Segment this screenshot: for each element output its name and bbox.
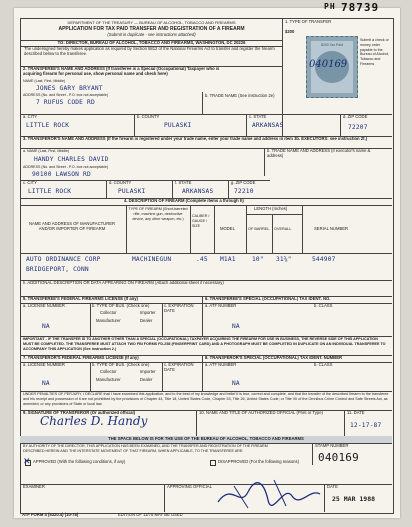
atf-use-header: THE SPACE BELOW IS FOR THE USE OF THE BUREAU OF ALCOHOL, TOBACCO AND FIREARMS xyxy=(108,436,304,441)
transferor-zip: 72210 xyxy=(234,188,254,195)
form-title: APPLICATION FOR TAX PAID TRANSFER AND REGISTRATION OF A FIREARM xyxy=(58,26,245,32)
type-bus-label: b. TYPE OF BUS. (Check one) xyxy=(92,303,150,308)
rule xyxy=(90,362,91,391)
name-title-label: 10. NAME AND TITLE OF AUTHORIZED OFFICIAL (Print or Type) xyxy=(199,410,323,415)
rule xyxy=(264,148,265,176)
type-bus-label-2: b. TYPE OF BUS. (Check one) xyxy=(92,362,150,367)
approving-official-signature xyxy=(214,478,324,512)
collector-checkbox-label: Collector xyxy=(100,310,117,315)
serial-label: SERIAL NUMBER xyxy=(314,226,349,231)
transferee-address-sublabel: ADDRESS (No. and Street - P.O. box not acceptable) xyxy=(23,93,109,97)
rule xyxy=(246,214,302,215)
important-notice: IMPORTANT - IF THE TRANSFER IS TO ANOTHER OTHER THAN A SPECIAL (OCCUPATIONAL) TAXPAYER ACQUIRING THE FIREARM FOR USE IN BUSINESS, THE REVERSE SIDE OF THIS APPLICATION MUST BE COMPLETED. THE TRANSFEREE MUST ATTACH TWO FBI FORMS FD-258 (FINGERPRINT CARD) AND A PHOTOGRAPH MUST BE COMPLETED IN DUPLICATE ON AN INDIVIDUAL TRANSFEREE TO ACCOMPANY THIS APPLICATION (See instruction 2.) xyxy=(23,337,386,351)
transferor-sot-label: 8. TRANSFEROR'S SPECIAL (OCCUPATIONAL) TAX IDENT. NUMBER xyxy=(205,355,343,360)
transferee-state: ARKANSAS xyxy=(252,122,284,129)
transferee-label: 2. TRANSFEREE'S NAME AND ADDRESS (If transferee is a Special (Occupational) Taxpayer who is acquiring firearm for personal use, show personal name and check here) xyxy=(23,66,220,76)
firearm-section-label: 4. DESCRIPTION OF FIREARM (Complete items a through h) xyxy=(124,198,244,203)
transferor-sot-value: NA xyxy=(232,380,240,387)
rule xyxy=(324,484,325,512)
stamp-text: $200 Tax Paid xyxy=(320,43,344,47)
rule xyxy=(272,214,273,253)
transferor-name: HANDY CHARLES DAVID xyxy=(34,156,109,163)
certification-date-label: 11. DATE xyxy=(347,410,365,415)
transferor-city-label: c. CITY xyxy=(23,180,37,185)
department-line: DEPARTMENT OF THE TREASURY — BUREAU OF ALCOHOL, TOBACCO AND FIREARMS xyxy=(67,20,236,25)
rule xyxy=(202,296,203,336)
manufacturer-checkbox-label-2: Manufacturer xyxy=(96,377,121,382)
license-number-label: a. LICENSE NUMBER xyxy=(23,303,65,308)
rule xyxy=(344,410,345,436)
intro-text: The undersigned hereby makes application as required by Section 5812 of the National Firearms Act to transfer and register the firearm described below to the transferee. xyxy=(24,46,275,56)
rule xyxy=(214,205,215,253)
transferee-trade-name-label: b. TRADE NAME (See instruction 2e) xyxy=(205,93,275,98)
stamp-number-label: STAMP NUMBER xyxy=(315,443,349,448)
rule xyxy=(190,205,191,253)
transferee-name: JONES GARY BRYANT xyxy=(36,85,103,92)
transferee-state-label: c. STATE xyxy=(249,114,267,119)
atf-number-label-2: a. ATF NUMBER xyxy=(205,362,237,367)
rule xyxy=(302,205,303,253)
transferee-sot-label: 6. TRANSFEREE'S SPECIAL (OCCUPATIONAL) TAX IDENT. NO. xyxy=(205,296,331,301)
transferor-ffl-value: NA xyxy=(42,380,50,387)
examiner-label: EXAMINER xyxy=(23,484,45,489)
stamp-instructions: Submit a check or money order payable to the Bureau of Alcohol, Tobacco and Firearms xyxy=(360,38,390,66)
transferee-city-label: a. CITY xyxy=(23,114,38,119)
rule xyxy=(20,205,392,206)
transferor-city: LITTLE ROCK xyxy=(28,188,72,195)
signature-label: 9. SIGNATURE OF TRANSFEROR (Or authorized official) xyxy=(23,410,136,415)
to-line: TO: DIRECTOR, BUREAU OF ALCOHOL, TOBACCO AND FIREARMS, WASHINGTON, DC 20226 xyxy=(57,40,246,45)
expiration-label-2: c. EXPIRATION DATE xyxy=(164,362,194,372)
firearm-maker: AUTO ORDINANCE CORP xyxy=(26,256,101,263)
perjury-certification: UNDER PENALTIES OF PERJURY, I DECLARE that I have examined this application, and to the best of my knowledge and belief it is true, correct and complete, and that the transfer of the described firearm to the transferee and his receipt and possession of it are not prohibited by the provisions of Chapter 44, Title 18, United States Code, Chapter 53, Title 26, United States Code; or Title VII of the Omnibus Crime Control and Safe Streets Act, as amended; or any provisions of State or local law. xyxy=(23,392,389,406)
class-label: b. CLASS xyxy=(314,303,333,308)
firearm-overall: 31⅝" xyxy=(276,256,292,263)
rule xyxy=(134,114,135,136)
additional-description-label: h. ADDITIONAL DESCRIPTION OR DATA APPEARING ON FIREARM (Attach additional sheet if necessary) xyxy=(23,280,224,285)
transferor-state-label: f. STATE xyxy=(175,180,192,185)
dealer-checkbox-label-2: Dealer xyxy=(140,377,153,382)
approved-label: APPROVED (With the following conditions, if any) xyxy=(33,459,126,464)
transferee-county: PULASKI xyxy=(164,122,192,129)
transferee-ffl-label: 5. TRANSFEREE'S FEDERAL FIREARMS LICENSE (If any) xyxy=(23,296,138,301)
transferor-county-label: d. COUNTY xyxy=(109,180,132,185)
rule xyxy=(228,180,229,198)
transferee-address: 7 RUFUS CODE RD xyxy=(36,99,95,106)
rule xyxy=(162,362,163,391)
expiration-label: c. EXPIRATION DATE xyxy=(164,303,194,313)
transferor-zip-label: g. ZIP CODE xyxy=(231,180,256,185)
atf-number-label: a. ATF NUMBER xyxy=(205,303,237,308)
disapproved-checkbox[interactable] xyxy=(210,460,216,466)
approving-official-label: APPROVING OFFICIAL xyxy=(167,484,212,489)
importer-checkbox-label-2: Importer xyxy=(140,369,156,374)
collector-checkbox-label-2: Collector xyxy=(100,369,117,374)
atf-approval-date: 25 MAR 1988 xyxy=(332,495,376,503)
transferee-county-label: b. COUNTY xyxy=(137,114,160,119)
rule xyxy=(90,303,91,336)
firearm-type: MACHINEGUN xyxy=(132,256,172,263)
rule xyxy=(246,205,247,253)
license-number-label-2: a. LICENSE NUMBER xyxy=(23,362,65,367)
overall-label: OVERALL xyxy=(274,227,292,231)
rule xyxy=(164,484,165,512)
form-subtitle: (Submit in duplicate - see instructions attached) xyxy=(107,32,196,37)
class-label-2: b. CLASS xyxy=(314,362,333,367)
transferor-label: 3. TRANSFEROR'S NAME AND ADDRESS (If the firearm is registered under your trade name, enter your trade name and address in item 3b. EXECUTORS: see instruction 2f.) xyxy=(23,136,368,141)
rule xyxy=(312,443,313,465)
caliber-label: CALIBER / GAUGE / SIZE xyxy=(192,214,210,228)
firearm-caliber: .45 xyxy=(196,256,208,263)
dealer-checkbox-label: Dealer xyxy=(140,318,153,323)
tax-stamp xyxy=(306,36,358,98)
rule xyxy=(162,303,163,336)
rule xyxy=(340,114,341,136)
transferor-county: PULASKI xyxy=(118,188,146,195)
firearm-barrel: 10" xyxy=(252,256,264,263)
transferor-state: ARKANSAS xyxy=(182,188,214,195)
transferee-zip: 72207 xyxy=(348,124,368,131)
maker-label: NAME AND ADDRESS OF MANUFACTURER AND/OR IMPORTER OF FIREARM xyxy=(28,221,116,231)
rule xyxy=(20,114,392,115)
fee-label: $200 xyxy=(285,29,295,34)
transferee-city: LITTLE ROCK xyxy=(26,122,70,129)
atf-authority-text: BY AUTHORITY OF THE DIRECTOR, THIS APPLICATION HAS BEEN EXAMINED, AND THE TRANSFER AND REGISTRATION OF THE FIREARM DESCRIBED HEREIN AND THE INTERSTATE MOVEMENT OF THAT FIREARM, WHEN APPLICABLE, TO THE TRANSFEREE ARE: xyxy=(23,444,268,453)
transferor-address-sublabel: ADDRESS (No. and Street - P.O. box not acceptable) xyxy=(23,165,109,169)
certification-date: 12-17-87 xyxy=(350,422,382,429)
rule xyxy=(172,180,173,198)
firearm-model: M1A1 xyxy=(220,256,236,263)
approved-checkbox[interactable]: ✕ xyxy=(23,457,31,467)
transferor-signature: Charles D. Handy xyxy=(40,414,148,428)
disapproved-label: DISAPPROVED (For the following reasons) xyxy=(218,459,299,464)
rule xyxy=(106,180,107,198)
transferor-address: 90100 LAWSON RD xyxy=(32,171,91,178)
model-label: MODEL xyxy=(220,226,235,231)
rule xyxy=(246,114,247,136)
transferee-zip-label: d. ZIP CODE xyxy=(343,114,368,119)
serial-prefix: PH xyxy=(324,2,336,11)
length-label: LENGTH (Inches) xyxy=(254,206,288,211)
edition-note: EDITION OF 11/75 MAY BE USED xyxy=(118,512,183,517)
transferor-ffl-label: 7. TRANSFEROR'S FEDERAL FIREARMS LICENSE (If any) xyxy=(23,355,139,360)
barrel-label: OF BARREL xyxy=(248,227,270,231)
firearm-serial: 544907 xyxy=(312,256,336,263)
stamp-number: 040169 xyxy=(318,451,359,464)
form-page xyxy=(14,1,400,518)
transferee-ffl-value: NA xyxy=(42,323,50,330)
form-id: ATF FORM 4 (5320.4) (10-78) xyxy=(22,512,79,517)
serial-number: 78739 xyxy=(341,1,380,14)
firearm-maker-city: BRIDGEPORT, CONN xyxy=(26,266,89,273)
importer-checkbox-label: Importer xyxy=(140,310,156,315)
atf-date-label: DATE xyxy=(327,484,338,489)
transferee-sot-value: NA xyxy=(232,323,240,330)
rule xyxy=(126,205,127,253)
stamp-cancel-mark: 040169 xyxy=(309,59,348,70)
transferee-name-sublabel: NAME (Last, First, Middle) xyxy=(23,79,66,83)
rule xyxy=(202,355,203,391)
type-label: TYPE OF FIREARM (Short-barreled rifle, machine gun, destructive device, any other weapon, etc.) xyxy=(128,207,188,221)
type-of-transfer-label: 1. TYPE OF TRANSFER xyxy=(285,19,332,24)
transferor-name-sublabel: a. NAME (Last, First, Middle) xyxy=(23,149,70,153)
manufacturer-checkbox-label: Manufacturer xyxy=(96,318,121,323)
rule xyxy=(196,410,197,436)
rule xyxy=(282,18,283,136)
rule xyxy=(202,92,203,114)
transferor-trade-name-label: b. TRADE NAME AND ADDRESS (if executor's name & address) xyxy=(267,148,371,158)
rule xyxy=(20,253,392,254)
